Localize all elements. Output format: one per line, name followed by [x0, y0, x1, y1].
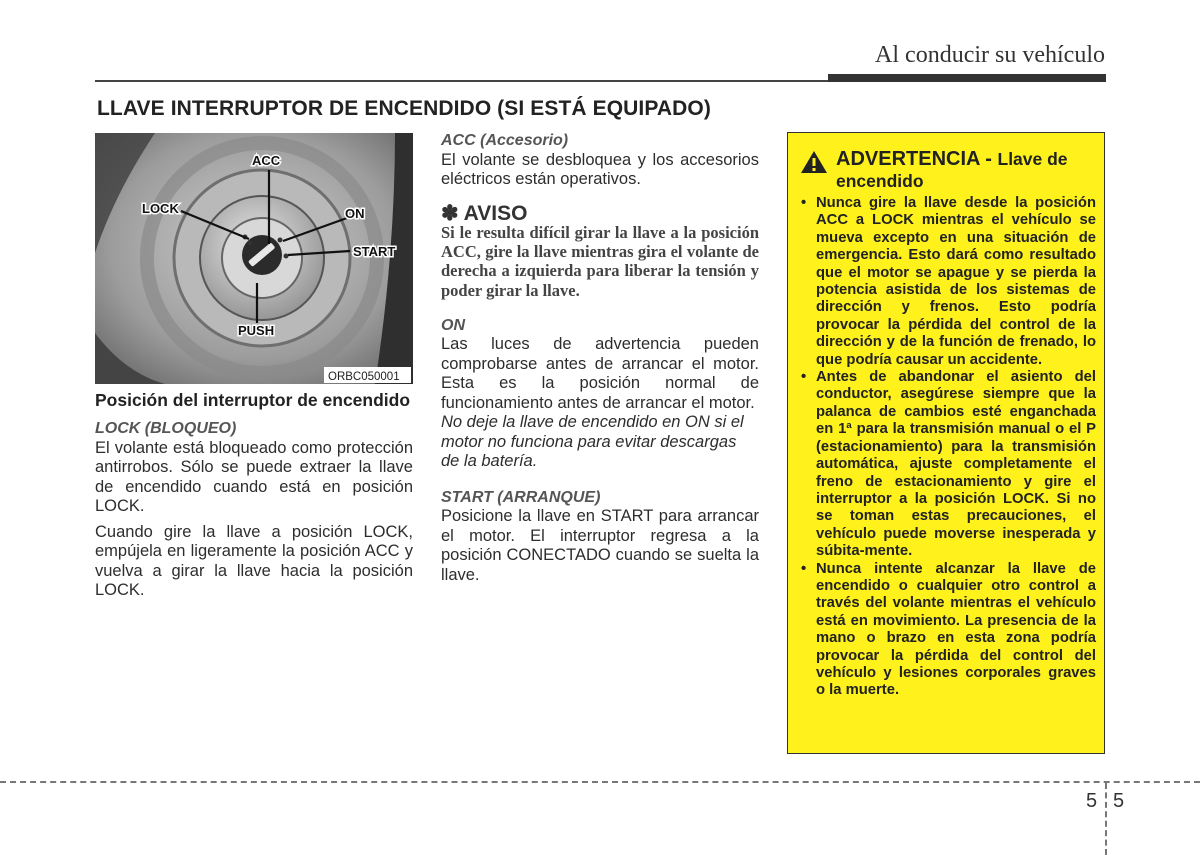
warning-list: [798, 195, 1096, 700]
acc-paragraph: El volante se desbloquea y los accesorios eléctricos están operativos.: [441, 150, 759, 188]
header-rule-thick: [828, 74, 1106, 82]
footer-vertical-divider: [1105, 783, 1107, 855]
on-heading: ON: [441, 316, 465, 334]
label-start: START: [353, 244, 396, 259]
label-acc: ACC: [252, 153, 281, 168]
label-push: PUSH: [238, 323, 275, 338]
warning-item: • Nunca gire la llave desde la posición ACC a LOCK mientras el vehículo se mueva excepto en una situación de emergencia. Esto dará como resultado que el motor se apague y se pierda la potencia asistida de los sistemas de dirección y frenos. Esto podría provocar la pérdida del control de la dirección y de la función de frenado, lo que podría causar un accidente.: [798, 195, 1096, 369]
warning-triangle-icon: [800, 150, 828, 174]
figure-code: ORBC050001: [328, 371, 400, 383]
aviso-heading: ✽ AVISO: [441, 201, 528, 225]
warning-title: ADVERTENCIA - Llave de encendido: [836, 148, 1068, 191]
warning-item: • Antes de abandonar el asiento del conductor, asegúrese siempre que la palanca de cambios esté enganchada en 1ª para la transmisión manual o el P (estacionamiento) para la transmisión automática, ajuste completamente el freno de estacionamiento y gire el interruptor a la posición LOCK. Si no se toman estas precauciones, el vehículo puede moverse inesperada y súbita-mente.: [798, 369, 1096, 560]
lock-heading: LOCK (BLOQUEO): [95, 420, 237, 437]
ignition-switch-illustration: [95, 133, 413, 384]
lock-paragraph-2: Cuando gire la llave a posición LOCK, empújela en ligeramente la posición ACC y vuelva a girar la llave hacia la posición LOCK.: [95, 522, 413, 599]
ignition-position-heading: Posición del interruptor de encendido: [95, 390, 411, 410]
chapter-number: 5: [1086, 790, 1098, 812]
running-header: Al conducir su vehículo: [875, 42, 1105, 68]
section-title: LLAVE INTERRUPTOR DE ENCENDIDO (SI ESTÁ EQUIPADO): [97, 97, 711, 120]
footer-divider: [0, 781, 1200, 783]
warning-header: [800, 148, 1100, 192]
warning-box: [787, 132, 1105, 754]
start-paragraph: Posicione la llave en START para arrancar el motor. El interruptor regresa a la posición CONECTADO cuando se suelta la llave.: [441, 507, 759, 584]
header-rule: [95, 80, 830, 82]
aviso-paragraph: Si le resulta difícil girar la llave a la posición ACC, gire la llave mientras gira el volante de derecha a izquierda para liberar la tensión y poder girar la llave.: [441, 223, 759, 300]
column-middle: [441, 131, 759, 585]
acc-heading: ACC (Accesorio): [441, 132, 569, 149]
label-lock: LOCK: [142, 201, 179, 216]
warning-item: • Nunca intente alcanzar la llave de encendido o cualquier otro control a través del volante mientras el vehículo está en movimiento. La presencia de la mano o brazo en esta zona podría provocar la pérdida del control del vehículo y lesiones corporales graves o la muerte.: [798, 561, 1096, 700]
lock-paragraph-1: El volante está bloqueado como protección antirrobos. Sólo se puede extraer la llave de encendido cuando está en posición LOCK.: [95, 438, 413, 515]
on-paragraph: Las luces de advertencia pueden comprobarse antes de arrancar el motor. Esta es la posición normal de funcionamiento antes de arrancar el motor.: [441, 335, 759, 412]
start-heading: START (ARRANQUE): [441, 488, 601, 506]
column-left: [95, 390, 413, 601]
page-number: 5: [1113, 790, 1125, 812]
label-on: ON: [345, 206, 365, 221]
on-note: No deje la llave de encendido en ON si el motor no funciona para evitar descargas de la batería.: [441, 413, 744, 471]
